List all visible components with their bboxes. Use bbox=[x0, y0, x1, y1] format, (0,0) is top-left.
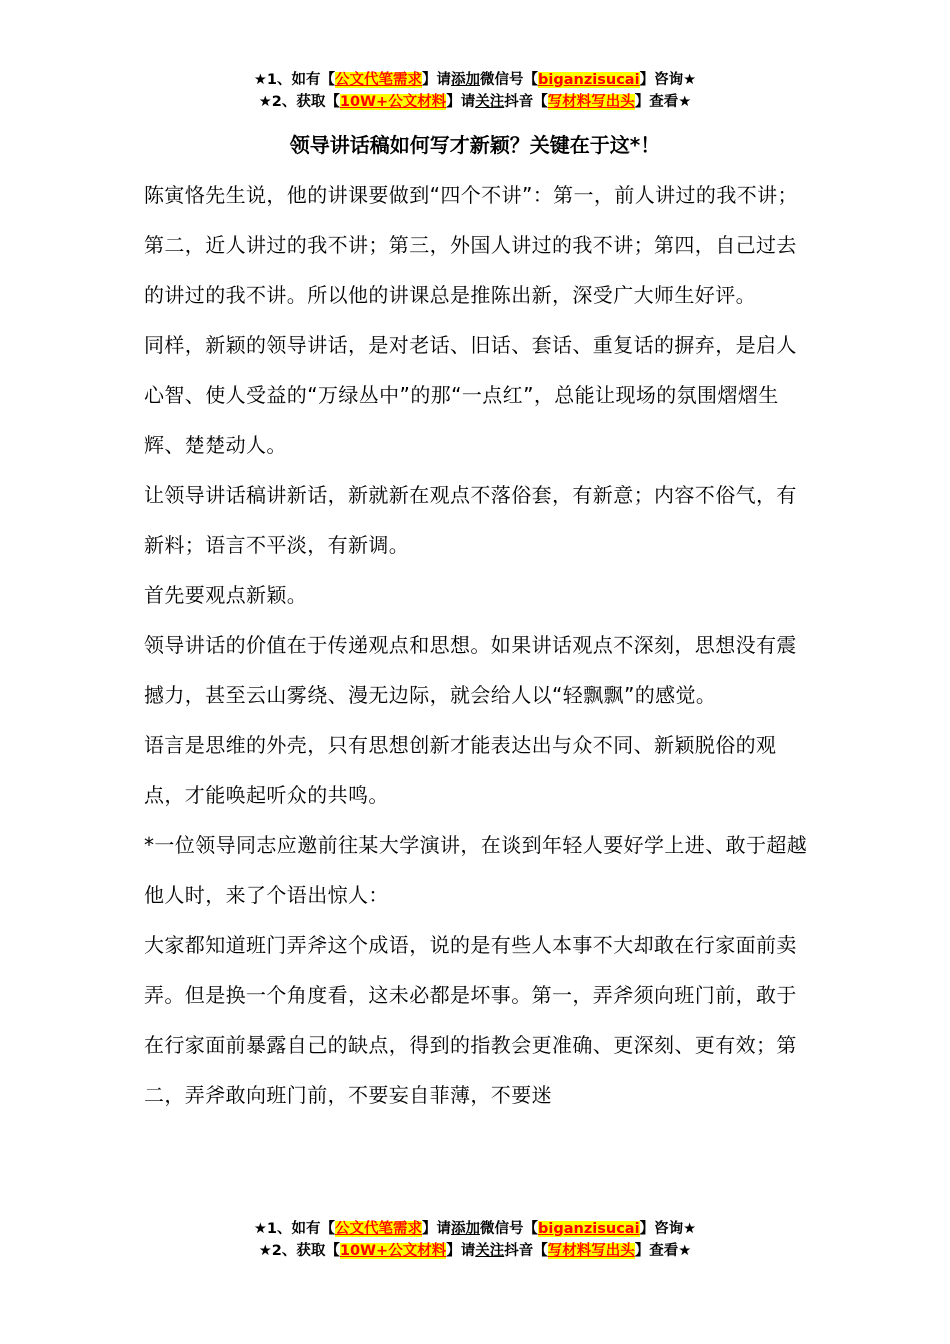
promo-line-1: ★1、如有【公文代笔需求】请添加微信号【biganzisucai】咨询★ bbox=[253, 1221, 697, 1237]
promo-douyin-id: 写材料写出头 bbox=[547, 1243, 635, 1259]
promo-douyin-id: 写材料写出头 bbox=[547, 94, 635, 110]
promo-banner-top bbox=[0, 69, 950, 113]
promo-wechat-id: biganzisucai bbox=[538, 1221, 640, 1237]
promo-line-2: ★2、获取【10W+公文材料】请关注抖音【写材料写出头】查看★ bbox=[258, 1243, 692, 1259]
paragraph: 领导讲话的价值在于传递观点和思想。如果讲话观点不深刻，思想没有震撼力，甚至云山雾绕、漫无边际，就会给人以“轻飘飘”的感觉。 bbox=[144, 633, 797, 707]
paragraph: 让领导讲话稿讲新话，新就新在观点不落俗套，有新意；内容不俗气，有新料；语言不平淡，有新调。 bbox=[144, 483, 797, 557]
promo-highlight: 公文代笔需求 bbox=[335, 1221, 423, 1237]
document-title: 领导讲话稿如何写才新颖？关键在于这*！ bbox=[289, 133, 661, 157]
promo-banner-bottom bbox=[0, 1218, 950, 1262]
promo-highlight: 10W+公文材料 bbox=[339, 94, 447, 110]
paragraph: 陈寅恪先生说，他的讲课要做到“四个不讲”：第一，前人讲过的我不讲；第二，近人讲过的我不讲；第三，外国人讲过的我不讲；第四，自己过去的讲过的我不讲。所以他的讲课总是推陈出新，深受广大师生好评。 bbox=[144, 183, 798, 307]
paragraph: *一位领导同志应邀前往某大学演讲，在谈到年轻人要好学上进、敢于超越他人时，来了个语出惊人： bbox=[144, 833, 808, 907]
paragraph: 首先要观点新颖。 bbox=[144, 583, 308, 607]
promo-highlight: 10W+公文材料 bbox=[339, 1243, 447, 1259]
promo-highlight: 公文代笔需求 bbox=[335, 72, 423, 88]
document-body bbox=[144, 170, 808, 1120]
promo-line-1: ★1、如有【公文代笔需求】请添加微信号【biganzisucai】咨询★ bbox=[253, 72, 697, 88]
promo-wechat-id: biganzisucai bbox=[538, 72, 640, 88]
paragraph: 语言是思维的外壳，只有思想创新才能表达出与众不同、新颖脱俗的观点，才能唤起听众的共鸣。 bbox=[144, 733, 777, 807]
promo-line-2: ★2、获取【10W+公文材料】请关注抖音【写材料写出头】查看★ bbox=[258, 94, 692, 110]
paragraph: 大家都知道班门弄斧这个成语，说的是有些人本事不大却敢在行家面前卖弄。但是换一个角度看，这未必都是坏事。第一，弄斧须向班门前，敢于在行家面前暴露自己的缺点，得到的指教会更准确、更深刻、更有效；第二，弄斧敢向班门前，不要妄自菲薄，不要迷 bbox=[144, 933, 797, 1107]
paragraph: 同样，新颖的领导讲话，是对老话、旧话、套话、重复话的摒弃，是启人心智、使人受益的“万绿丛中”的那“一点红”，总能让现场的氛围熠熠生辉、楚楚动人。 bbox=[144, 333, 797, 457]
